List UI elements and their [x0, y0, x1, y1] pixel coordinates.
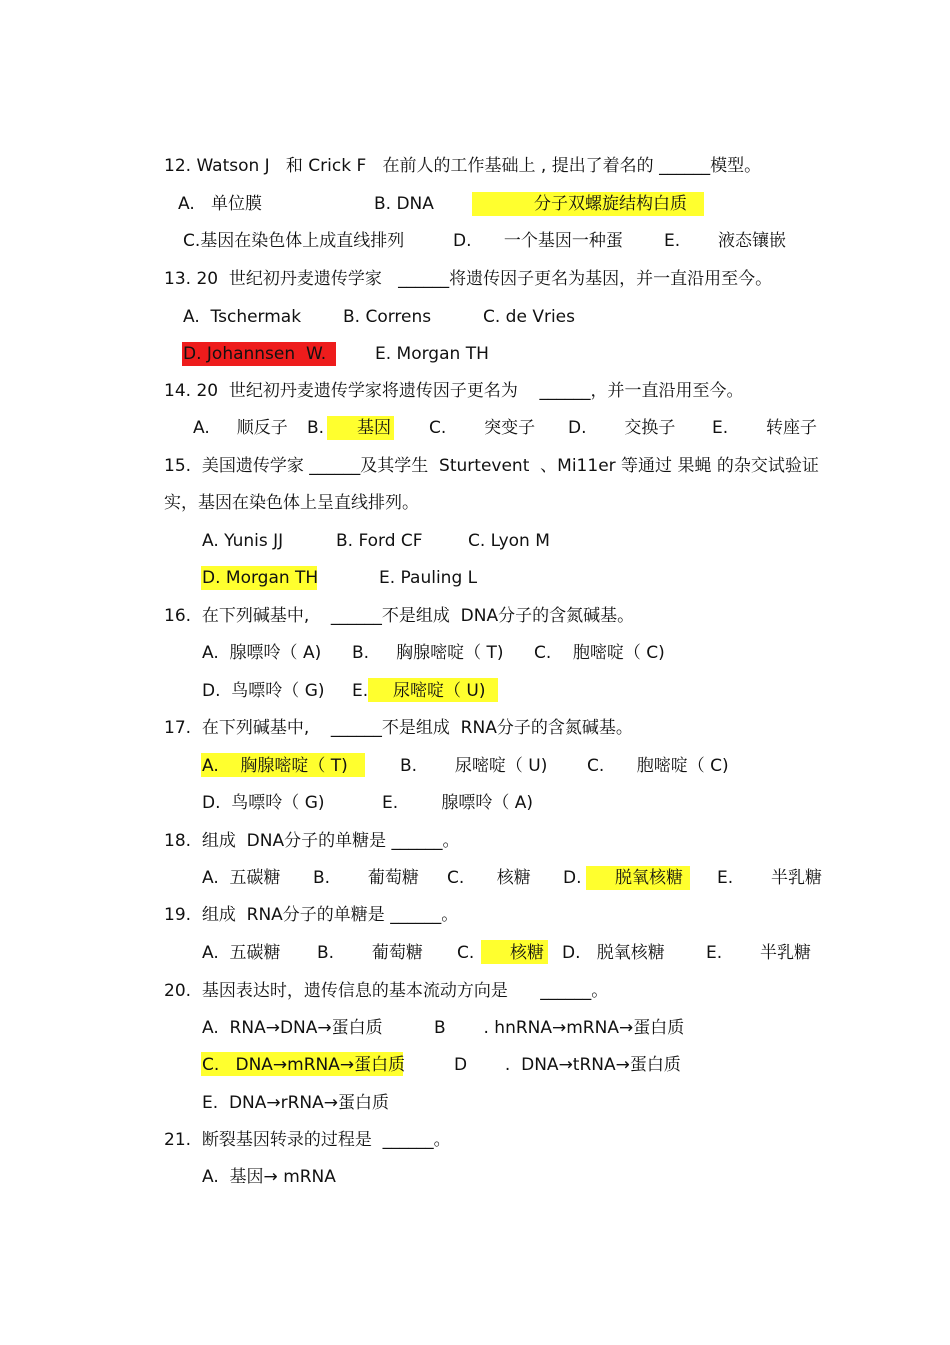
- question-19-option-a: A. 五碳糖: [202, 943, 281, 963]
- question-19-option-c-answer: 核糖: [510, 943, 544, 963]
- question-18-option-e: E. 半乳糖: [717, 868, 822, 888]
- question-18-option-c: C. 核糖: [447, 868, 531, 888]
- question-17-option-e: E. 腺嘌呤（ A): [382, 793, 534, 813]
- question-21-option-a: A. 基因→ mRNA: [202, 1167, 336, 1187]
- question-12-option-b: B. DNA: [374, 194, 434, 214]
- question-17-option-a-answer: A. 胸腺嘧啶（ T): [202, 756, 348, 776]
- question-16-option-a: A. 腺嘌呤（ A): [202, 643, 322, 663]
- question-15-stem: 15. 美国遗传学家 ______及其学生 Sturtevent 、Mi11er 等通过 果蝇 的杂交试验证: [164, 456, 819, 476]
- question-20-option-c-answer: C. DNA→mRNA→蛋白质: [202, 1055, 406, 1075]
- question-13-option-b: B. Correns: [343, 307, 432, 327]
- question-12-option-e: E. 液态镶嵌: [664, 231, 786, 251]
- question-12-option-b-answer: 分子双螺旋结构白质: [534, 194, 687, 214]
- question-19-option-c: C.: [457, 943, 475, 963]
- question-15-stem-continued: 实，基因在染色体上呈直线排列。: [164, 493, 419, 513]
- question-12-option-c: C.基因在染色体上成直线排列: [183, 231, 405, 251]
- question-15-option-e: E. Pauling L: [379, 568, 478, 588]
- question-14-option-d: D. 交换子: [568, 418, 676, 438]
- question-19-option-d: D. 脱氧核糖: [562, 943, 665, 963]
- question-20-option-d: D . DNA→tRNA→蛋白质: [454, 1055, 681, 1075]
- question-21-stem: 21. 断裂基因转录的过程是 ______。: [164, 1130, 451, 1150]
- question-13-stem: 13. 20 世纪初丹麦遗传学家 ______将遗传因子更名为基因，并一直沿用至今。: [164, 269, 773, 289]
- question-15-option-a: A. Yunis JJ: [202, 531, 284, 551]
- question-16-stem: 16. 在下列碱基中, ______不是组成 DNA分子的含氮碱基。: [164, 606, 635, 626]
- question-13-option-a: A. Tschermak: [183, 307, 302, 327]
- question-14-stem: 14. 20 世纪初丹麦遗传学家将遗传因子更名为 ______，并一直沿用至今。: [164, 381, 744, 401]
- question-14-option-e: E. 转座子: [712, 418, 817, 438]
- question-12-option-d: D. 一个基因一种蛋: [453, 231, 623, 251]
- question-15-option-d-answer: D. Morgan TH: [202, 568, 319, 588]
- question-14-option-c: C. 突变子: [429, 418, 536, 438]
- question-15-option-b: B. Ford CF: [336, 531, 423, 551]
- question-20-option-b: B . hnRNA→mRNA→蛋白质: [434, 1018, 685, 1038]
- question-19-option-b: B. 葡萄糖: [317, 943, 423, 963]
- question-20-option-e: E. DNA→rRNA→蛋白质: [202, 1093, 390, 1113]
- question-13-option-d-answer: D. Johannsen W.: [183, 344, 327, 364]
- question-14-option-b: B.: [307, 418, 325, 438]
- question-19-stem: 19. 组成 RNA分子的单糖是 ______。: [164, 905, 459, 925]
- question-17-option-d: D. 鸟嘌呤（ G): [202, 793, 325, 813]
- question-16-option-c: C. 胞嘧啶（ C): [534, 643, 665, 663]
- question-18-option-a: A. 五碳糖: [202, 868, 281, 888]
- question-13-option-c: C. de Vries: [483, 307, 575, 327]
- question-18-stem: 18. 组成 DNA分子的单糖是 ______。: [164, 831, 460, 851]
- question-17-stem: 17. 在下列碱基中, ______不是组成 RNA分子的含氮碱基。: [164, 718, 633, 738]
- question-18-option-d: D.: [563, 868, 582, 888]
- question-20-option-a: A. RNA→DNA→蛋白质: [202, 1018, 383, 1038]
- question-16-option-e: E.: [352, 681, 369, 701]
- question-13-option-e: E. Morgan TH: [375, 344, 489, 364]
- question-17-option-c: C. 胞嘧啶（ C): [587, 756, 729, 776]
- question-14-option-b-answer: 基因: [357, 418, 391, 438]
- question-19-option-e: E. 半乳糖: [706, 943, 811, 963]
- question-17-option-b: B. 尿嘧啶（ U): [400, 756, 548, 776]
- question-15-option-c: C. Lyon M: [468, 531, 550, 551]
- question-16-option-e-answer: 尿嘧啶（ U): [393, 681, 486, 701]
- question-16-option-d: D. 鸟嘌呤（ G): [202, 681, 325, 701]
- question-18-option-d-answer: 脱氧核糖: [615, 868, 683, 888]
- question-20-stem: 20. 基因表达时，遗传信息的基本流动方向是 ______。: [164, 981, 609, 1001]
- question-12-stem: 12. Watson J 和 Crick F 在前人的工作基础上 , 提出了着名的 ______模型。: [164, 156, 762, 176]
- question-16-option-b: B. 胸腺嘧啶（ T): [352, 643, 504, 663]
- question-18-option-b: B. 葡萄糖: [313, 868, 419, 888]
- question-12-option-a: A. 单位膜: [178, 194, 262, 214]
- question-14-option-a: A. 顺反子: [193, 418, 288, 438]
